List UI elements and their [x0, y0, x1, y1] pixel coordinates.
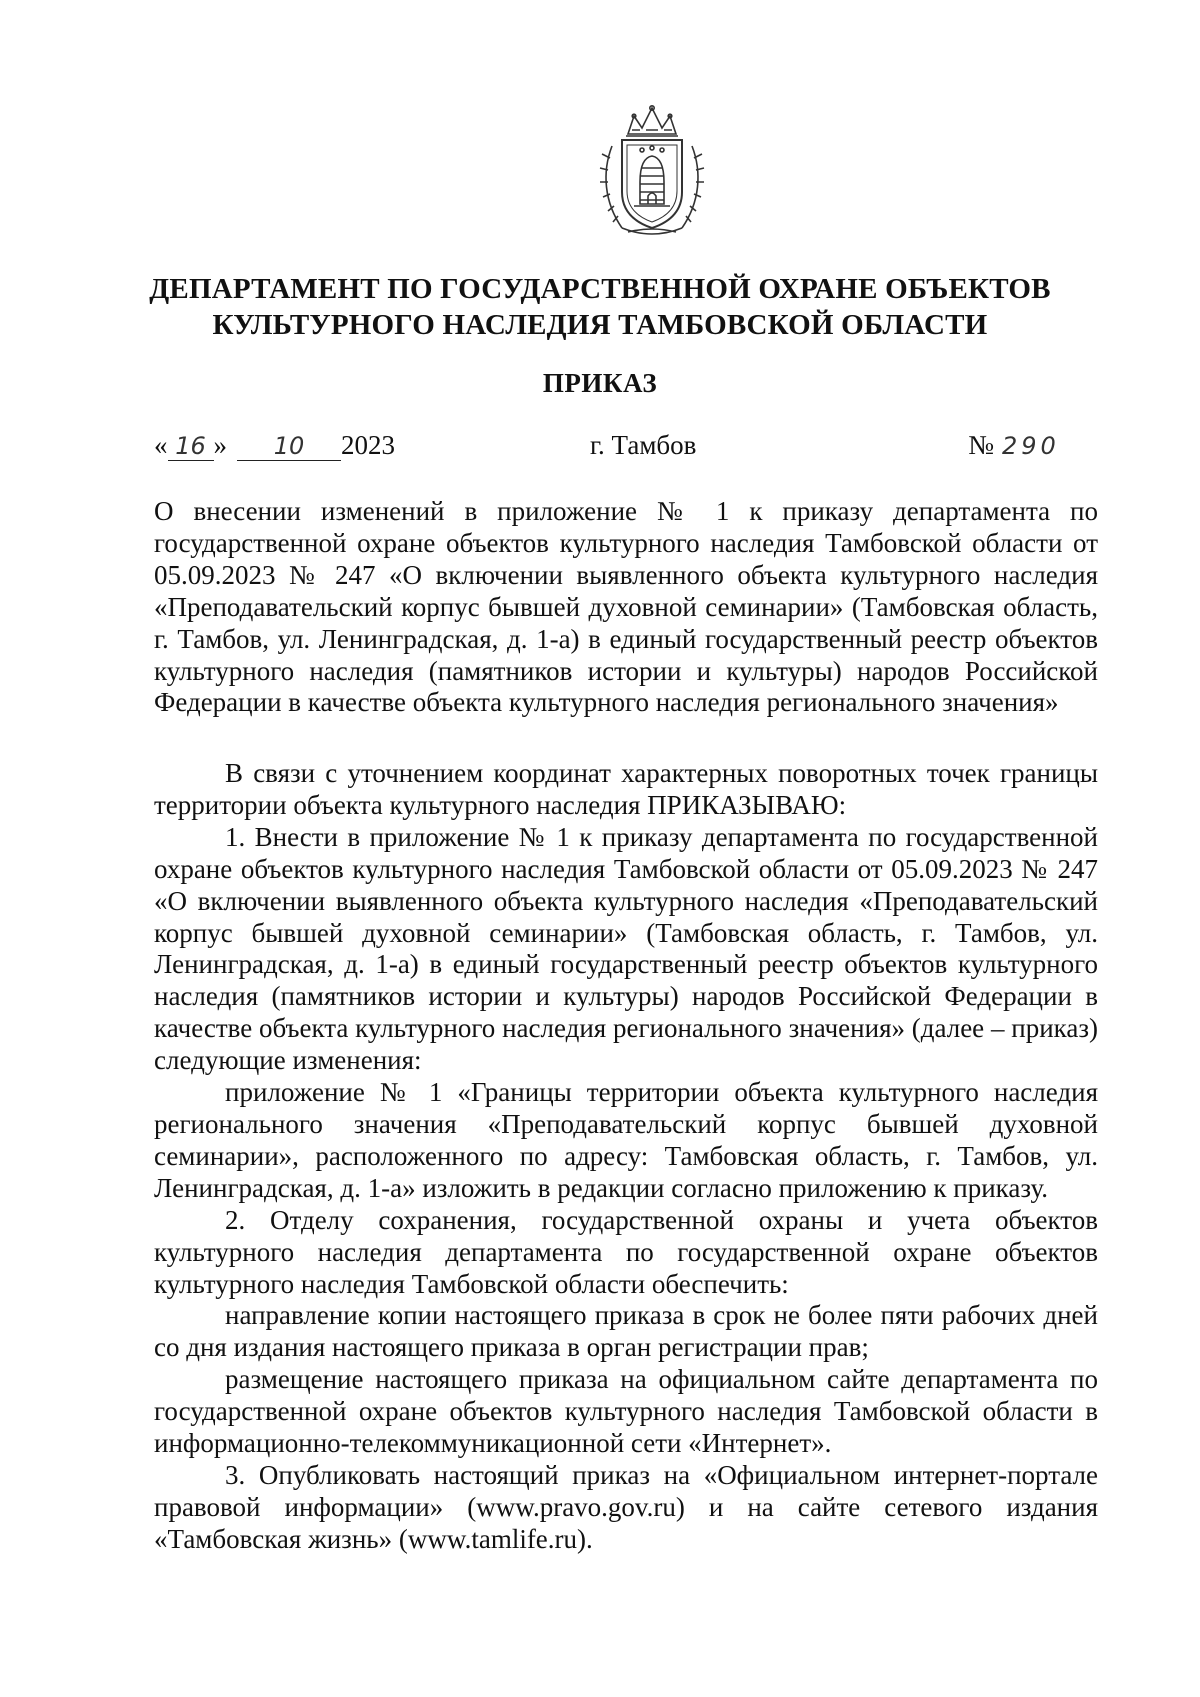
body-paragraph: 2. Отделу сохранения, государственной охраны и учета объектов культурного наследия департамента по государственной охране объектов культурного наследия Тамбовской области обеспечить:	[154, 1204, 1098, 1299]
order-number	[968, 428, 1094, 462]
body-paragraph: 1. Внести в приложение № 1 к приказу департамента по государственной охране объектов культурного наследия Тамбовской области от 05.09.2023 № 247 «О включении выявленного объекта культурного наследия «Преподавательский корпус бывшей духовной семинарии» (Тамбовская область, г. Тамбов, ул. Ленинградская, д. 1-а) в единый государственный реестр объектов культурного наследия (памятников истории и культуры) народов Российской Федерации в качестве объекта культурного наследия регионального значения» (далее – приказ) следующие изменения:	[154, 821, 1098, 1076]
body-paragraph: направление копии настоящего приказа в срок не более пяти рабочих дней со дня издания настоящего приказа в орган регистрации прав;	[154, 1300, 1098, 1363]
date-number-row	[154, 428, 1094, 468]
coat-of-arms-icon	[588, 102, 716, 242]
body-paragraph: размещение настоящего приказа на официальном сайте департамента по государственной охране объектов культурного наследия Тамбовской области в информационно-телекоммуникационной сети «Интернет».	[154, 1364, 1098, 1459]
close-quote: »	[213, 430, 227, 460]
order-subject: О внесении изменений в приложение № 1 к приказу департамента по государственной охране объектов культурного наследия Тамбовской области от 05.09.2023 № 247 «О включении выявленного объекта культурного наследия «Преподавательский корпус бывшей духовной семинарии» (Тамбовская область, г. Тамбов, ул. Ленинградская, д. 1-а) в единый государственный реестр объектов культурного наследия (памятников истории и культуры) народов Российской Федерации в качестве объекта культурного наследия регионального значения»	[154, 496, 1098, 718]
order-body	[154, 758, 1098, 1556]
order-number-value: 290	[1002, 432, 1060, 460]
order-city: г. Тамбов	[590, 430, 697, 460]
body-paragraph: 3. Опубликовать настоящий приказ на «Официальном интернет-портале правовой информации» (www.pravo.gov.ru) и на сайте сетевого издания «Тамбовская жизнь» (www.tamlife.ru).	[154, 1459, 1098, 1554]
open-quote: «	[154, 430, 168, 460]
organization-title-line2: КУЛЬТУРНОГО НАСЛЕДИЯ ТАМБОВСКОЙ ОБЛАСТИ	[212, 309, 988, 341]
body-paragraph: В связи с уточнением координат характерных поворотных точек границы территории объекта культурного наследия ПРИКАЗЫВАЮ:	[154, 758, 1098, 820]
order-day: 16	[168, 432, 214, 461]
organization-title-line1: ДЕПАРТАМЕНТ ПО ГОСУДАРСТВЕННОЙ ОХРАНЕ ОБЪЕКТОВ	[149, 273, 1051, 305]
order-date	[154, 428, 395, 462]
document-type-heading: ПРИКАЗ	[542, 368, 658, 398]
order-month: 10	[237, 432, 341, 461]
order-year: 2023	[341, 430, 395, 460]
body-paragraph: приложение № 1 «Границы территории объекта культурного наследия регионального значения «Преподавательский корпус бывшей духовной семинарии», расположенного по адресу: Тамбовская область, г. Тамбов, ул. Ленинградская, д. 1-а» изложить в редакции согласно приложению к приказу.	[154, 1077, 1098, 1203]
number-label: №	[968, 430, 994, 460]
